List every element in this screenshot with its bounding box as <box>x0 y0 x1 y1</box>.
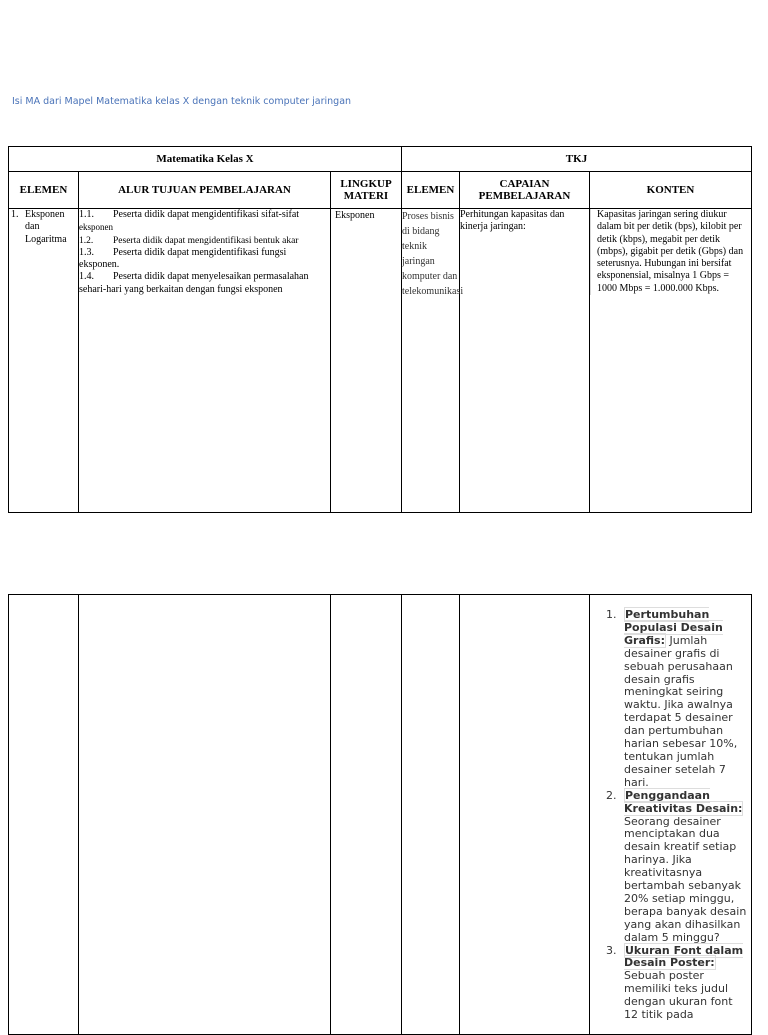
header-konten: KONTEN <box>590 172 752 209</box>
elemen-number: 1. <box>11 209 19 220</box>
atp-item: 1.3. Peserta didik dapat mengidentifikasi fungsi <box>79 246 287 258</box>
problems-table <box>8 594 752 1035</box>
problem-title: Penggandaan Kreativitas Desain: <box>624 788 743 815</box>
empty-cell <box>331 595 402 1035</box>
problem-title: Ukuran Font dalam Desain Poster: <box>624 943 744 970</box>
empty-cell <box>402 595 460 1035</box>
empty-cell <box>9 595 79 1035</box>
elemen-text: Eksponen dan Logaritma <box>25 209 67 245</box>
cell-lingkup-materi: Eksponen <box>331 209 402 513</box>
problem-title: Pertumbuhan Populasi Desain Grafis: <box>624 608 723 647</box>
cell-konten <box>590 209 752 513</box>
cell-capaian: Perhitungan kapasitas dan kinerja jaringan: <box>460 209 590 513</box>
cell-problems <box>590 595 752 1035</box>
empty-cell <box>79 595 331 1035</box>
problem-text: Sebuah poster memiliki teks judul dengan ukuran font 12 titik pada <box>624 969 733 1022</box>
konten-text: Kapasitas jaringan sering diukur dalam bit per detik (bps), kilobit per detik (kbps), megabit per detik (mbps), gigabit per detik (Gbps) dan seterusnya. Hubungan ini bersifat eksponensial, misalnya 1 Gbps = 1000 Mbps = 1.000.000 Kbps. <box>590 209 751 295</box>
header-elemen: ELEMEN <box>9 172 79 209</box>
atp-item: 1.1. Peserta didik dapat mengidentifikasi sifat-sifat <box>79 209 300 220</box>
intro-text: Isi MA dari Mapel Matematika kelas X dengan teknik computer jaringan <box>12 96 352 107</box>
problem-item: 1. Pertumbuhan Populasi Desain Grafis: Jumlah desainer grafis di sebuah perusahaan desain grafis meningkat seiring waktu. Jika awalnya terdapat 5 desainer dan pertumbuhan harian sebesar 10%, tentukan jumlah desainer setelah 7 hari. <box>606 608 738 789</box>
cell-alur-tujuan: 1.1. Peserta didik dapat mengidentifikasi sifat-sifat eksponen 1.2. Peserta didik dapat mengidentifikasi bentuk akar 1.3. Peserta didik dapat mengidentifikasi fungsi eksponen. 1.4. Peserta didik dapat menyelesaikan permasalahan sehari-hari yang berkaitan dengan fungsi eksponen <box>79 209 331 513</box>
group-header-matematika: Matematika Kelas X <box>9 147 402 172</box>
header-lingkup-materi: LINGKUP MATERI <box>331 172 402 209</box>
problem-text: Jumlah desainer grafis di sebuah perusahaan desain grafis meningkat seiring waktu. Jika awalnya terdapat 5 desainer dan pertumbuhan harian sebesar 10%, tentukan jumlah desainer setelah 7 hari. <box>624 633 738 789</box>
atp-item: 1.4. Peserta didik dapat menyelesaikan permasalahan <box>79 271 309 283</box>
problem-item: 2. Penggandaan Kreativitas Desain: Seorang desainer menciptakan dua desain kreatif setiap harinya. Jika kreativitasnya bertambah sebanyak 20% setiap minggu, berapa banyak desain yang akan dihasilkan dalam 5 minggu? <box>606 788 747 944</box>
cell-elemen-tkj: Proses bisnis di bidang teknik jaringan komputer dan telekomunikasi <box>402 209 460 513</box>
group-header-tkj: TKJ <box>402 147 752 172</box>
header-alur-tujuan: ALUR TUJUAN PEMBELAJARAN <box>79 172 331 209</box>
problem-item: 3. Ukuran Font dalam Desain Poster: Sebuah poster memiliki teks judul dengan ukuran font 12 titik pada <box>606 943 744 1022</box>
curriculum-table <box>8 146 752 513</box>
empty-cell <box>460 595 590 1035</box>
header-capaian: CAPAIAN PEMBELAJARAN <box>460 172 590 209</box>
problem-text: Seorang desainer menciptakan dua desain kreatif setiap harinya. Jika kreativitasnya bertambah sebanyak 20% setiap minggu, berapa banyak desain yang akan dihasilkan dalam 5 minggu? <box>624 814 747 944</box>
cell-elemen <box>9 209 79 513</box>
atp-item: 1.2. Peserta didik dapat mengidentifikasi bentuk akar <box>79 235 299 246</box>
header-elemen-tkj: ELEMEN <box>402 172 460 209</box>
